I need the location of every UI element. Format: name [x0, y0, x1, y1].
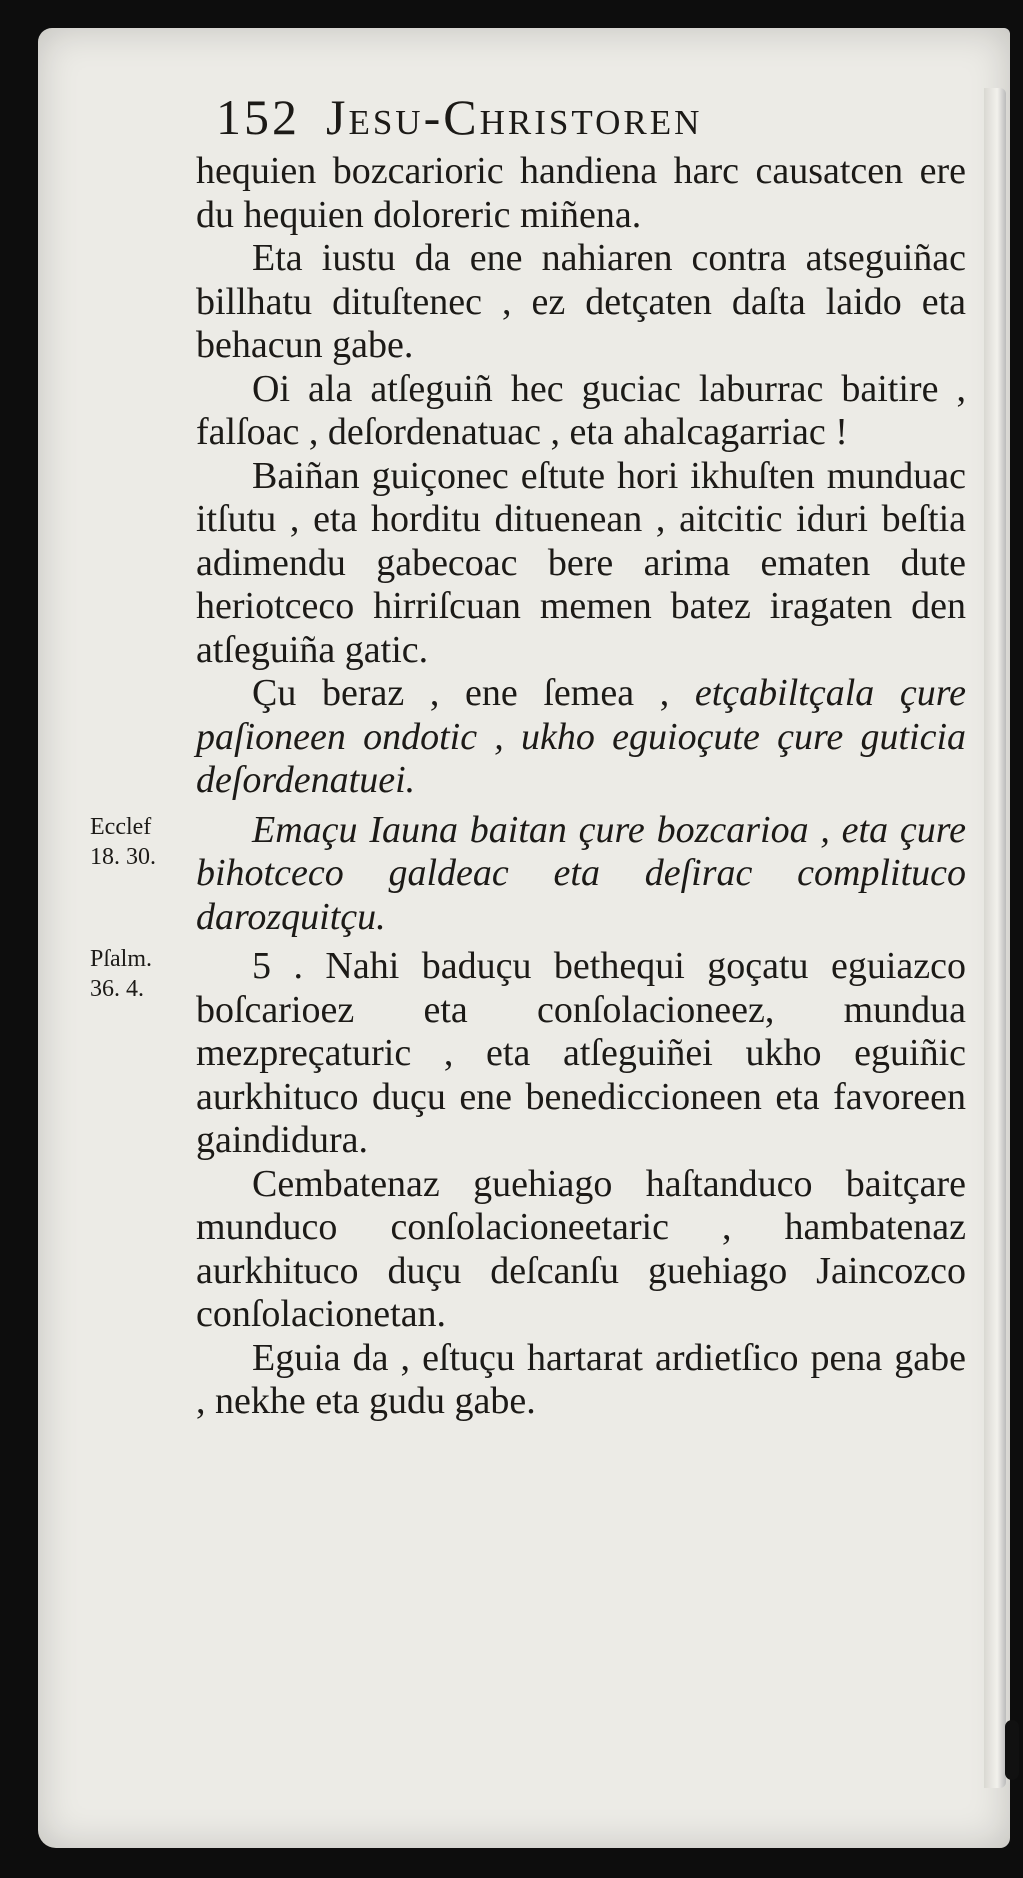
margin-note-line: Pſalm.	[90, 946, 153, 972]
paragraph: Oi ala atſeguiñ hec guciac laburrac baitire , falſoac , deſordenatuac , eta ahalcagarriac !	[196, 367, 966, 453]
body-text	[196, 150, 966, 1424]
margin-note-line: 36. 4.	[90, 976, 144, 1002]
margin-note-ecclesiasticus	[90, 812, 200, 872]
paragraph: Cembatenaz guehiago haſtanduco baitçare munduco conſolacioneetaric , hambatenaz aurkhituco duçu deſcanſu guehiago Jaincozco conſolacionetan.	[196, 1162, 966, 1335]
paragraph: Eta iustu da ene nahiaren contra atseguiñac billhatu dituſtenec , ez detçaten daſta laido eta behacun gabe.	[196, 237, 966, 366]
margin-note-line: Ecclef	[90, 814, 152, 840]
paragraph-quote	[196, 672, 966, 803]
page-number: 152	[216, 89, 300, 145]
quote-lead: Çu beraz , ene ſemea ,	[252, 672, 695, 714]
running-title: Jesu-Christoren	[326, 89, 703, 145]
margin-note-psalm	[90, 944, 200, 1004]
margin-note-line: 18. 30.	[90, 844, 156, 870]
paragraph: hequien bozcarioric handiena harc causatcen ere du hequien doloreric miñena.	[196, 150, 966, 236]
paragraph: Baiñan guiçonec eſtute hori ikhuſten munduac itſutu , eta horditu dituenean , aitcitic iduri beſtia adimendu gabecoac bere arima ematen dute heriotceco hirriſcuan memen batez iragaten den atſeguiña gatic.	[196, 454, 966, 671]
page-edge	[984, 88, 1006, 1788]
ink-blot	[1005, 1720, 1019, 1780]
paragraph-psalm: Emaçu Iauna baitan çure bozcarioa , eta çure bihotceco galdeac eta deſirac complituco darozquitçu.	[196, 808, 966, 938]
quote-italic: etçabiltçala çure paſioneen ondotic , ukho eguioçute çure guticia deſordenatuei.	[196, 672, 967, 801]
paragraph: 5 . Nahi baduçu bethequi goçatu eguiazco boſcarioez eta conſolacioneez, mundua mezpreçaturic , eta atſeguiñei ukho eguiñic aurkhituco duçu ene benediccioneen eta favoreen gaindidura.	[196, 945, 966, 1161]
running-header	[216, 88, 702, 146]
paragraph: Eguia da , eſtuçu hartarat ardietſico pena gabe , nekhe eta gudu gabe.	[196, 1336, 966, 1422]
